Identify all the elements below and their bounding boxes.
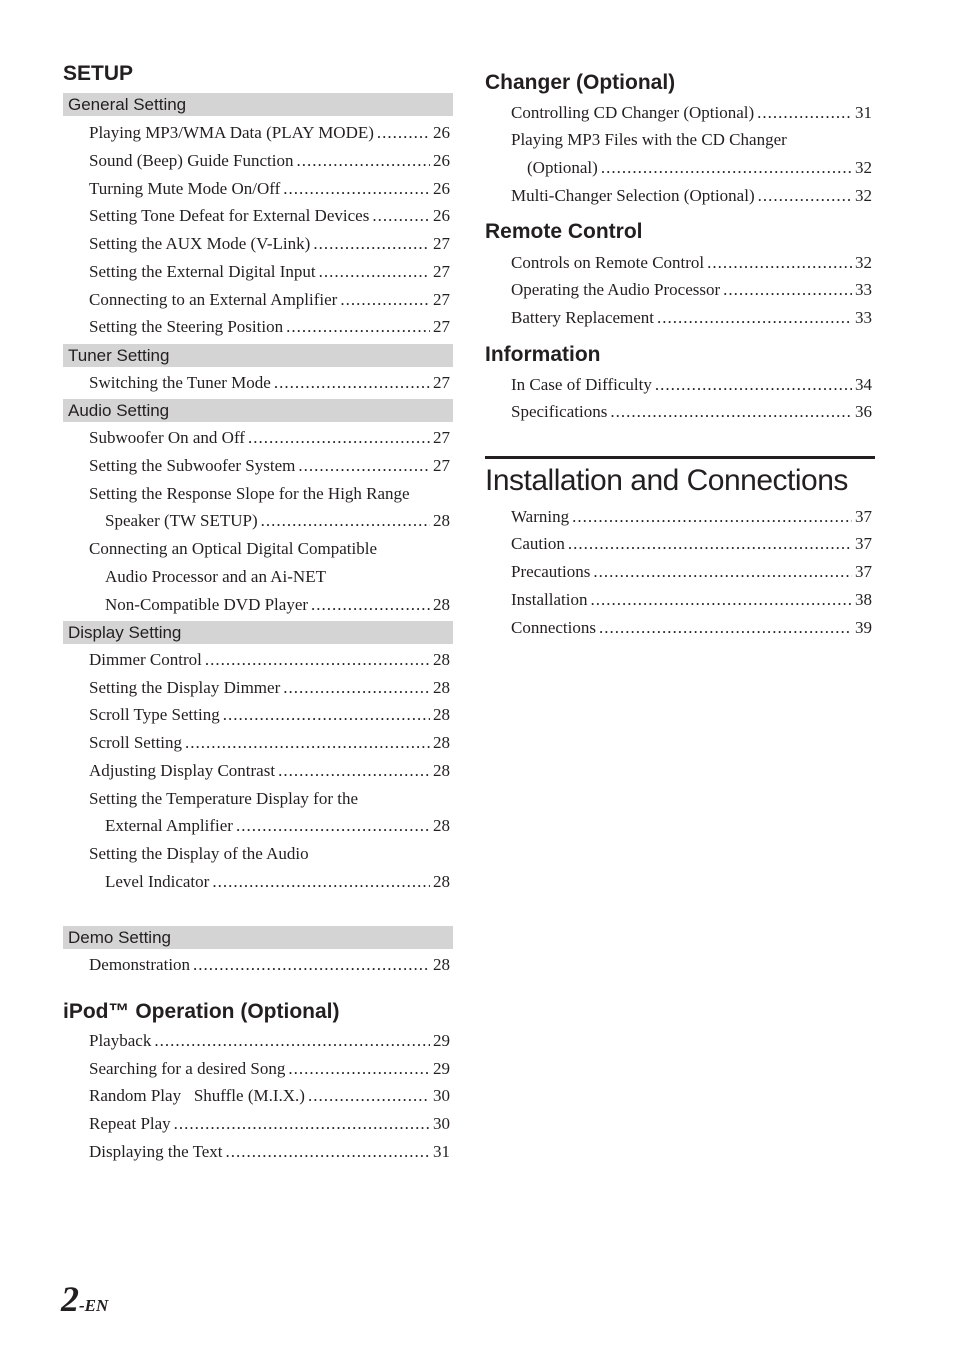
toc-entry[interactable]: Setting the AUX Mode (V-Link) ..... 27 [89, 230, 450, 258]
leader-dots [377, 119, 430, 147]
general-setting-bar: General Setting [63, 93, 453, 116]
page-ref: 28 [433, 816, 450, 835]
leader-dots [261, 507, 430, 535]
leader-dots [757, 99, 852, 127]
page-ref: 28 [433, 872, 450, 891]
toc-entry-line[interactable]: Audio Processor and an Ai-NET [105, 567, 326, 586]
toc-entry[interactable]: Turning Mute Mode On/Off ..... 26 [89, 175, 450, 203]
toc-entry[interactable]: Demonstration ..... 28 [89, 951, 450, 979]
page-ref: 27 [433, 428, 450, 447]
leader-dots [174, 1110, 430, 1138]
section-rule [485, 456, 875, 459]
page-ref: 32 [855, 186, 872, 205]
toc-entry[interactable]: Controlling CD Changer (Optional) ..... 31 [511, 99, 872, 127]
page-ref: 27 [433, 234, 450, 253]
toc-entry[interactable]: Switching the Tuner Mode ..... 27 [89, 369, 450, 397]
page-ref: 27 [433, 262, 450, 281]
toc-entry[interactable]: Connecting to an External Amplifier ..... 27 [89, 286, 450, 314]
leader-dots [655, 371, 852, 399]
leader-dots [723, 276, 852, 304]
display-setting-bar: Display Setting [63, 621, 453, 644]
leader-dots [283, 674, 430, 702]
toc-entry[interactable]: Playing MP3/WMA Data (PLAY MODE) ..... 26 [89, 119, 450, 147]
page-ref: 33 [855, 280, 872, 299]
leader-dots [296, 147, 430, 175]
remote-control-heading: Remote Control [485, 220, 643, 243]
toc-entry[interactable]: Scroll Type Setting ..... 28 [89, 701, 450, 729]
toc-entry[interactable]: Random Play Shuffle (M.I.X.) ..... 30 [89, 1082, 450, 1110]
leader-dots [707, 249, 852, 277]
toc-entry[interactable]: Setting the External Digital Input ..... 27 [89, 258, 450, 286]
page-ref: 28 [433, 595, 450, 614]
leader-dots [212, 868, 430, 896]
leader-dots [599, 614, 852, 642]
leader-dots [193, 951, 430, 979]
page-ref: 37 [855, 507, 872, 526]
page-ref: 28 [433, 955, 450, 974]
toc-entry[interactable]: Setting the Steering Position ..... 27 [89, 313, 450, 341]
demo-setting-bar: Demo Setting [63, 926, 453, 949]
toc-entry[interactable]: Caution ..... 37 [511, 530, 872, 558]
page-ref: 31 [855, 103, 872, 122]
toc-entry[interactable]: Adjusting Display Contrast ..... 28 [89, 757, 450, 785]
toc-entry[interactable]: Installation ..... 38 [511, 586, 872, 614]
page-ref: 38 [855, 590, 872, 609]
toc-entry[interactable]: Specifications ..... 36 [511, 398, 872, 426]
leader-dots [298, 452, 430, 480]
setup-heading: SETUP [63, 62, 134, 85]
leader-dots [288, 1055, 430, 1083]
toc-entry[interactable]: Setting the Subwoofer System ..... 27 [89, 452, 450, 480]
toc-entry-line[interactable]: Setting the Response Slope for the High Range [89, 484, 410, 503]
leader-dots [593, 558, 852, 586]
toc-entry[interactable]: Repeat Play ..... 30 [89, 1110, 450, 1138]
page-ref: 26 [433, 179, 450, 198]
page-ref: 29 [433, 1031, 450, 1050]
toc-entry-line[interactable]: Playing MP3 Files with the CD Changer [511, 130, 787, 149]
page-ref: 28 [433, 511, 450, 530]
leader-dots [758, 182, 852, 210]
leader-dots [319, 258, 430, 286]
leader-dots [610, 398, 852, 426]
page-ref: 26 [433, 123, 450, 142]
leader-dots [372, 202, 430, 230]
leader-dots [657, 304, 852, 332]
toc-entry[interactable]: Speaker (TW SETUP) ..... 28 [105, 507, 450, 535]
leader-dots [283, 175, 430, 203]
page-ref: 28 [433, 705, 450, 724]
leader-dots [185, 729, 430, 757]
page-ref: 28 [433, 650, 450, 669]
toc-entry[interactable]: In Case of Difficulty ..... 34 [511, 371, 872, 399]
page-ref: 39 [855, 618, 872, 637]
toc-entry-line[interactable]: Setting the Temperature Display for the [89, 789, 359, 808]
toc-entry[interactable]: Precautions ..... 37 [511, 558, 872, 586]
page-ref: 26 [433, 151, 450, 170]
leader-dots [274, 369, 430, 397]
toc-entry[interactable]: Controls on Remote Control ..... 32 [511, 249, 872, 277]
information-heading: Information [485, 343, 601, 366]
page-ref: 28 [433, 761, 450, 780]
page-ref: 34 [855, 375, 872, 394]
toc-entry[interactable]: Scroll Setting ..... 28 [89, 729, 450, 757]
toc-entry[interactable]: Battery Replacement ..... 33 [511, 304, 872, 332]
page-ref: 36 [855, 402, 872, 421]
leader-dots [601, 154, 852, 182]
installation-title: Installation and Connections [485, 464, 848, 497]
leader-dots [590, 586, 852, 614]
page-ref: 37 [855, 534, 872, 553]
leader-dots [340, 286, 430, 314]
toc-entry[interactable]: Setting the Display Dimmer ..... 28 [89, 674, 450, 702]
page-ref: 30 [433, 1114, 450, 1133]
tuner-setting-bar: Tuner Setting [63, 344, 453, 367]
leader-dots [568, 530, 852, 558]
changer-heading: Changer (Optional) [485, 71, 676, 94]
page-number: 2-EN [61, 1279, 109, 1319]
ipod-heading: iPod™ Operation (Optional) [63, 1000, 340, 1023]
leader-dots [308, 1082, 430, 1110]
page-ref: 27 [433, 290, 450, 309]
toc-entry[interactable]: Dimmer Control ..... 28 [89, 646, 450, 674]
toc-entry[interactable]: Warning ..... 37 [511, 503, 872, 531]
page-ref: 28 [433, 678, 450, 697]
leader-dots [313, 230, 430, 258]
toc-entry[interactable]: External Amplifier ..... 28 [105, 812, 450, 840]
toc-entry[interactable]: Level Indicator ..... 28 [105, 868, 450, 896]
toc-entry[interactable]: Multi-Changer Selection (Optional) ..... 32 [511, 182, 872, 210]
leader-dots [223, 701, 430, 729]
leader-dots [572, 503, 852, 531]
page-ref: 32 [855, 253, 872, 272]
page-ref: 33 [855, 308, 872, 327]
toc-entry[interactable]: Playback ..... 29 [89, 1027, 450, 1055]
audio-setting-bar: Audio Setting [63, 399, 453, 422]
page-ref: 27 [433, 456, 450, 475]
page-ref: 26 [433, 206, 450, 225]
toc-entry-line[interactable]: Connecting an Optical Digital Compatible [89, 539, 377, 558]
toc-entry[interactable]: Sound (Beep) Guide Function ..... 26 [89, 147, 450, 175]
leader-dots [236, 812, 430, 840]
page-ref: 31 [433, 1142, 450, 1161]
page-ref: 32 [855, 158, 872, 177]
leader-dots [278, 757, 430, 785]
page-ref: 30 [433, 1086, 450, 1105]
leader-dots [286, 313, 430, 341]
toc-entry[interactable]: (Optional) ..... 32 [527, 154, 872, 182]
page-ref: 27 [433, 373, 450, 392]
leader-dots [226, 1138, 430, 1166]
page-ref: 29 [433, 1059, 450, 1078]
page-ref: 28 [433, 733, 450, 752]
leader-dots [205, 646, 430, 674]
toc-entry-line[interactable]: Setting the Display of the Audio [89, 844, 309, 863]
page-ref: 37 [855, 562, 872, 581]
toc-entry[interactable]: Setting Tone Defeat for External Devices ..... 26 [89, 202, 450, 230]
toc-entry[interactable]: Operating the Audio Processor ..... 33 [511, 276, 872, 304]
page-ref: 27 [433, 317, 450, 336]
toc-entry[interactable]: Connections ..... 39 [511, 614, 872, 642]
leader-dots [248, 424, 430, 452]
leader-dots [154, 1027, 430, 1055]
toc-entry[interactable]: Non-Compatible DVD Player ..... 28 [105, 591, 450, 619]
leader-dots [311, 591, 430, 619]
toc-entry[interactable]: Searching for a desired Song ..... 29 [89, 1055, 450, 1083]
toc-entry[interactable]: Displaying the Text ..... 31 [89, 1138, 450, 1166]
toc-entry[interactable]: Subwoofer On and Off ..... 27 [89, 424, 450, 452]
